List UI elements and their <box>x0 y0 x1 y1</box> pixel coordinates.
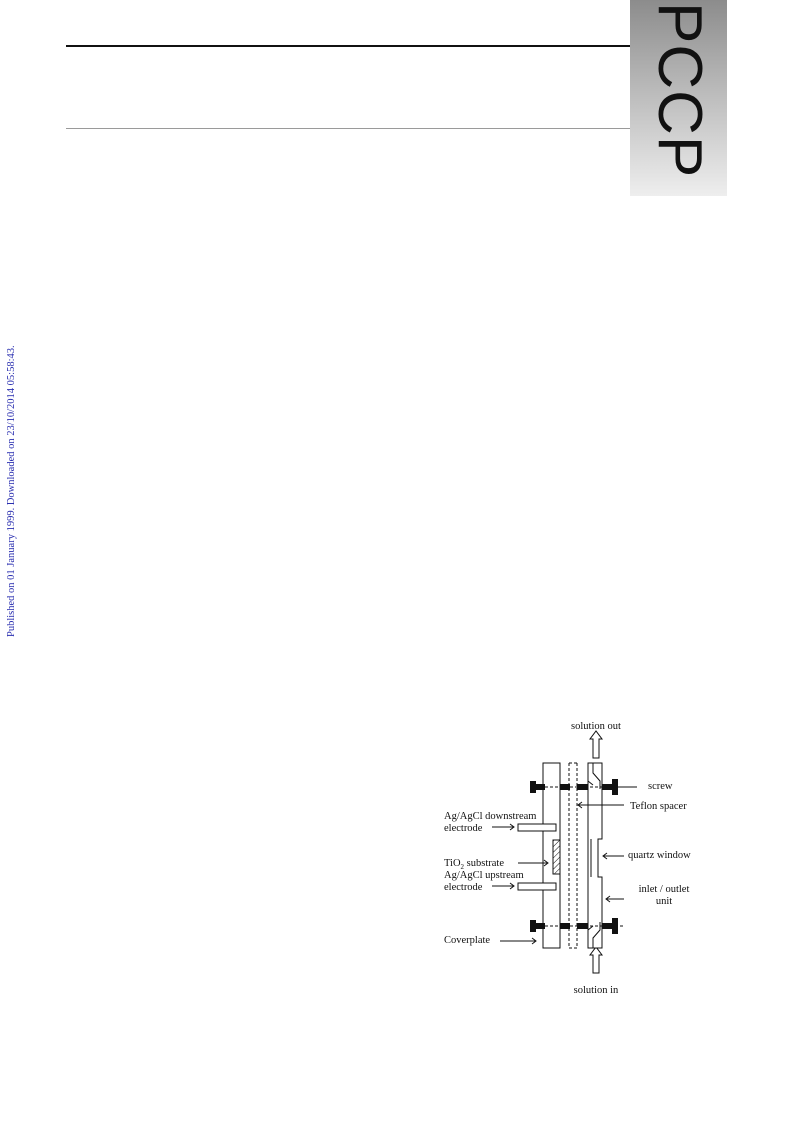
screw-top-right-head <box>612 779 618 795</box>
label-solution-in: solution in <box>573 985 619 996</box>
outlet-arrow <box>590 731 602 758</box>
label-downstream-electrode-2: electrode <box>444 823 483 834</box>
screw-top-left-head <box>530 781 536 793</box>
journal-tab-label: PCCP <box>645 2 714 179</box>
label-quartz-window: quartz window <box>628 850 691 861</box>
label-coverplate: Coverplate <box>444 935 491 946</box>
label-downstream-electrode-1: Ag/AgCl downstream <box>444 811 537 822</box>
tio2-substrate <box>553 840 560 874</box>
publication-note: Published on 01 January 1999. Downloaded on 23/10/2014 05:58:43. <box>6 345 17 637</box>
inlet-outlet-unit <box>588 763 602 948</box>
label-tio2-substrate: TiO$_2$ substrate <box>444 858 504 872</box>
label-teflon-spacer: Teflon spacer <box>630 801 687 812</box>
label-upstream-electrode-2: electrode <box>444 882 483 893</box>
downstream-electrode <box>518 824 556 831</box>
flow-cell-figure <box>430 715 720 1005</box>
label-solution-out: solution out <box>571 721 621 732</box>
label-screw: screw <box>648 781 673 792</box>
screw-bottom-right-head <box>612 918 618 934</box>
label-inlet-outlet-1: inlet / outlet <box>638 884 690 895</box>
header-bottom-rule <box>66 128 632 129</box>
inlet-arrow <box>590 947 602 973</box>
upstream-electrode <box>518 883 556 890</box>
header-top-rule <box>66 45 632 47</box>
label-upstream-electrode-1: Ag/AgCl upstream <box>444 870 524 881</box>
label-inlet-outlet-2: unit <box>655 896 673 907</box>
screw-bottom-left-head <box>530 920 536 932</box>
